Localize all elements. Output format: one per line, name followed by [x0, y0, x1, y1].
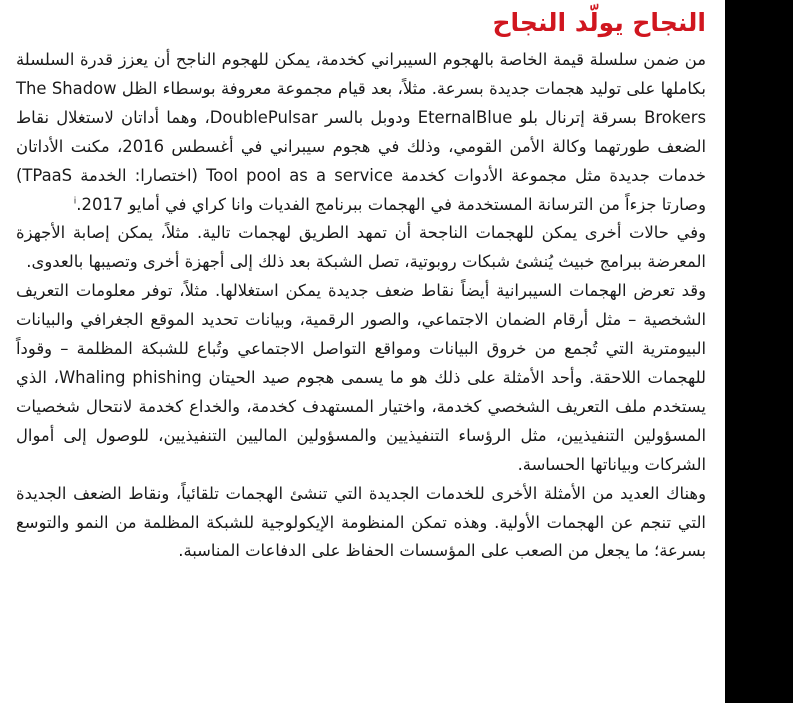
article-title: النجاح يولّد النجاح [492, 8, 706, 37]
footnote-marker: i [73, 196, 77, 207]
article-paragraph-3 [16, 277, 706, 479]
article-paragraph-4 [16, 480, 706, 567]
black-side-bar [725, 0, 793, 703]
article-paragraph-2 [16, 219, 706, 277]
paragraph-text: من ضمن سلسلة قيمة الخاصة بالهجوم السيبراني كخدمة، يمكن للهجوم الناجح أن يعزز قدرة السلسلة بكاملها على توليد هجمات جديدة بسرعة. مثلاً، بعد قيام مجموعة معروفة بوسطاء الظل The Shadow Brokers بسرقة إترنال بلو EternalBlue ودوبل بالسر DoublePulsar، وهما أداتان لاستغلال نقاط الضعف طورتهما وكالة الأمن القومي، وذلك في هجوم سيبراني في أغسطس 2016، مكنت الأداتان خدمات جديدة مثل مجموعة الأدوات كخدمة Tool pool as a service (اختصارا: الخدمة TPaaS) وصارتا جزءاً من الترسانة المستخدمة في الهجمات ببرنامج الفديات وانا كراي في أمايو 2017. [16, 50, 707, 214]
paragraph-text: وقد تعرض الهجمات السيبرانية أيضاً نقاط ضعف جديدة يمكن استغلالها. مثلاً، توفر معلومات التعريف الشخصية – مثل أرقام الضمان الاجتماعي، والصور الرقمية، وبيانات تحديد الموقع الجغرافي والبيانات البيومترية التي تُجمع من خروق البيانات ومواقع التواصل الاجتماعي وتُباع للشبكة المظلمة – وقوداً للهجمات اللاحقة. وأحد الأمثلة على ذلك هو ما يسمى هجوم صيد الحيتان Whaling phishing، الذي يستخدم ملف التعريف الشخصي كخدمة، واختيار المستهدف كخدمة، والخداع كخدمة لانتحال شخصيات المسؤولين التنفيذيين، مثل الرؤساء التنفيذيين والمسؤولين الماليين التنفيذيين، للوصول إلى أموال الشركات وبياناتها الحساسة. [16, 281, 706, 474]
paragraph-text: وفي حالات أخرى يمكن للهجمات الناجحة أن تمهد الطريق لهجمات تالية. مثلاً، يمكن إصابة الأجهزة المعرضة ببرامج خبيث يُنشئ شبكات روبوتية، تصل الشبكة بعد ذلك إلى أجهزة أخرى وتصيبها بالعدوى. [16, 223, 706, 272]
paragraph-text: وهناك العديد من الأمثلة الأخرى للخدمات الجديدة التي تنشئ الهجمات تلقائياً، ونقاط الضعف الجديدة التي تنجم عن الهجمات الأولية. وهذه تمكن المنظومة الإيكولوجية للشبكة المظلمة من النمو والتوسع بسرعة؛ ما يجعل من الصعب على المؤسسات الحفاظ على الدفاعات المناسبة. [16, 483, 706, 561]
article-paragraph-1 [16, 46, 706, 219]
article [16, 4, 706, 566]
